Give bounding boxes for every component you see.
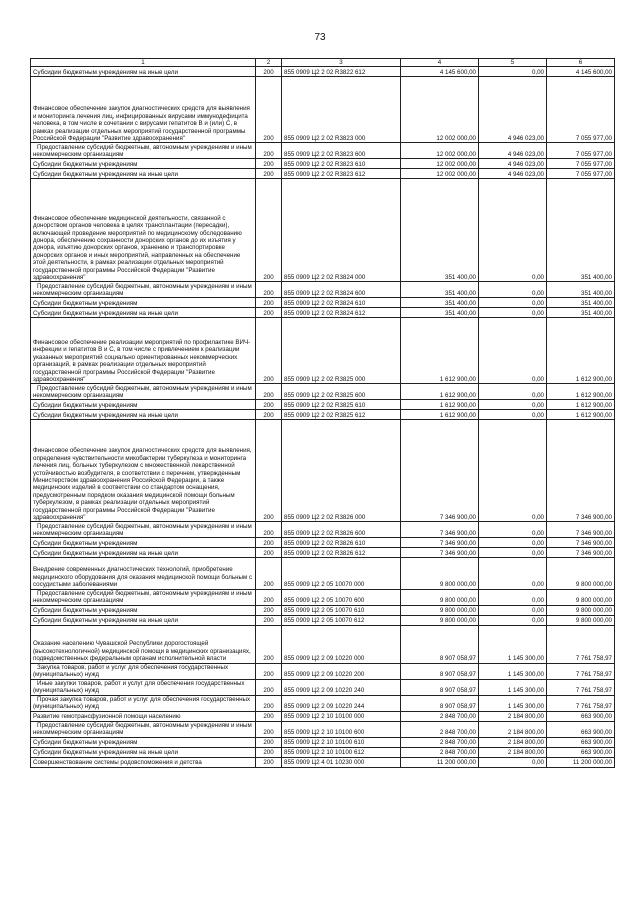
row-total-cell: 9 800 000,00 [547,615,615,625]
row-amount-cell: 351 400,00 [401,282,479,298]
row-name-cell: Субсидии бюджетным учреждениям [31,159,256,169]
row-amount-cell: 9 800 000,00 [401,605,479,615]
row-amount-cell: 1 612 900,00 [401,400,479,410]
row-total-cell: 1 612 900,00 [547,400,615,410]
row-change-cell: 0,00 [479,318,547,384]
row-code-cell: 200 [256,695,282,711]
row-total-cell: 9 800 000,00 [547,605,615,615]
row-name-cell: Предоставление субсидий бюджетным, автономным учреждениям и иным некоммерческим организациям [31,589,256,605]
row-name-cell: Субсидии бюджетным учреждениям на иные цели [31,747,256,757]
row-name-cell: Финансовое обеспечение реализации мероприятий по профилактике ВИЧ-инфекции и гепатитов B и C, в том числе с привлечением к реализации указанных мероприятий социально ориентированных некоммерческих организаций, в рамках реализации отдельных мероприятий государственной программы Российской Федерации "Развитие здравоохранения" [31,318,256,384]
table-header-row [31,59,615,67]
row-code-cell: 200 [256,538,282,548]
row-code-cell: 200 [256,589,282,605]
row-classification-code-cell: 855 0909 Ц2 2 02 R3826 600 [282,522,401,538]
row-total-cell: 7 346 900,00 [547,538,615,548]
table-row [31,67,615,77]
row-amount-cell: 7 346 900,00 [401,522,479,538]
row-code-cell: 200 [256,711,282,721]
table-row [31,308,615,318]
table-row [31,757,615,767]
table-row [31,143,615,159]
row-amount-cell: 351 400,00 [401,308,479,318]
row-total-cell: 7 346 900,00 [547,420,615,522]
page-number: 73 [314,32,326,43]
row-total-cell: 7 055 977,00 [547,77,615,143]
row-change-cell: 0,00 [479,538,547,548]
row-total-cell: 351 400,00 [547,308,615,318]
row-code-cell: 200 [256,282,282,298]
row-amount-cell: 12 002 000,00 [401,159,479,169]
row-total-cell: 1 612 900,00 [547,384,615,400]
row-change-cell: 0,00 [479,589,547,605]
row-name-cell: Финансовое обеспечение медицинской деятельности, связанной с донорством органов человека в целях трансплантации (пересадки), включающей проведение мероприятий по медицинскому обследованию донора, обеспечению сохранности донорских органов до их изъятия у донора, изъятию донорских органов, хранению и транспортировке донорских органов и иных мероприятий, направленных на обеспечение этой деятельности, в рамках реализации отдельных мероприятий государственной программы Российской Федерации "Развитие здравоохранения" [31,179,256,282]
row-name-cell: Субсидии бюджетным учреждениям [31,605,256,615]
row-name-cell: Финансовое обеспечение закупок диагностических средств для выявления, определения чувствительности микобактерии туберкулеза и мониторинга лечения лиц, больных туберкулезом с множественной лекарственной устойчивостью возбудителя, в соответствии с перечнем, утвержденным Министерством здравоохранения Российской Федерации, а также медицинских изделий в соответствии со стандартом оснащения, предусмотренным порядком оказания медицинской помощи больным туберкулезом, в рамках реализации отдельных мероприятий государственной программы Российской Федерации "Развитие здравоохранения" [31,420,256,522]
row-change-cell: 4 946 023,00 [479,77,547,143]
row-code-cell: 200 [256,67,282,77]
row-classification-code-cell: 855 0909 Ц2 2 10 10100 600 [282,721,401,737]
row-amount-cell: 8 907 058,97 [401,663,479,679]
row-classification-code-cell: 855 0909 Ц2 2 10 10100 612 [282,747,401,757]
column-header: 3 [282,59,401,67]
table-row [31,384,615,400]
row-total-cell: 4 145 600,00 [547,67,615,77]
row-code-cell: 200 [256,663,282,679]
row-total-cell: 7 761 758,97 [547,679,615,695]
row-classification-code-cell: 855 0909 Ц2 2 02 R3825 610 [282,400,401,410]
table-row [31,663,615,679]
row-code-cell: 200 [256,522,282,538]
row-amount-cell: 1 612 900,00 [401,318,479,384]
row-classification-code-cell: 855 0909 Ц2 2 02 R3825 600 [282,384,401,400]
row-change-cell: 0,00 [479,420,547,522]
column-header: 4 [401,59,479,67]
row-total-cell: 351 400,00 [547,179,615,282]
row-classification-code-cell: 855 0909 Ц2 2 05 10070 612 [282,615,401,625]
row-amount-cell: 9 800 000,00 [401,558,479,589]
row-total-cell: 351 400,00 [547,298,615,308]
row-classification-code-cell: 855 0909 Ц2 2 09 10220 244 [282,695,401,711]
row-classification-code-cell: 855 0909 Ц2 2 10 10100 000 [282,711,401,721]
row-name-cell: Совершенствование системы родовспоможения и детства [31,757,256,767]
row-name-cell: Прочая закупка товаров, работ и услуг для обеспечения государственных (муниципальных) нужд [31,695,256,711]
table-row [31,711,615,721]
table-row [31,282,615,298]
row-change-cell: 0,00 [479,298,547,308]
row-amount-cell: 8 907 058,97 [401,695,479,711]
table-row [31,298,615,308]
row-classification-code-cell: 855 0909 Ц2 2 02 R3825 000 [282,318,401,384]
row-total-cell: 351 400,00 [547,282,615,298]
row-classification-code-cell: 855 0909 Ц2 2 05 10070 600 [282,589,401,605]
table-row [31,169,615,179]
row-classification-code-cell: 855 0909 Ц2 2 02 R3824 600 [282,282,401,298]
row-code-cell: 200 [256,737,282,747]
row-classification-code-cell: 855 0909 Ц2 2 02 R3822 612 [282,67,401,77]
row-total-cell: 663 900,00 [547,747,615,757]
row-name-cell: Предоставление субсидий бюджетным, автономным учреждениям и иным некоммерческим организациям [31,384,256,400]
row-amount-cell: 8 907 058,97 [401,625,479,663]
row-change-cell: 0,00 [479,605,547,615]
row-total-cell: 7 055 977,00 [547,159,615,169]
row-total-cell: 663 900,00 [547,721,615,737]
row-classification-code-cell: 855 0909 Ц2 2 02 R3823 600 [282,143,401,159]
row-code-cell: 200 [256,548,282,558]
row-change-cell: 0,00 [479,757,547,767]
row-code-cell: 200 [256,143,282,159]
row-code-cell: 200 [256,308,282,318]
row-change-cell: 2 184 800,00 [479,747,547,757]
row-name-cell: Предоставление субсидий бюджетным, автономным учреждениям и иным некоммерческим организациям [31,522,256,538]
table-row [31,679,615,695]
row-code-cell: 200 [256,298,282,308]
row-classification-code-cell: 855 0909 Ц2 2 02 R3826 612 [282,548,401,558]
row-amount-cell: 1 612 900,00 [401,410,479,420]
row-amount-cell: 2 848 700,00 [401,747,479,757]
row-code-cell: 200 [256,558,282,589]
row-name-cell: Субсидии бюджетным учреждениям на иные цели [31,169,256,179]
table-row [31,548,615,558]
row-amount-cell: 2 848 700,00 [401,721,479,737]
row-classification-code-cell: 855 0909 Ц2 4 01 10230 000 [282,757,401,767]
row-total-cell: 1 612 900,00 [547,410,615,420]
row-name-cell: Субсидии бюджетным учреждениям [31,538,256,548]
table-row [31,77,615,143]
row-name-cell: Закупка товаров, работ и услуг для обеспечения государственных (муниципальных) нужд [31,663,256,679]
row-change-cell: 0,00 [479,308,547,318]
row-amount-cell: 9 800 000,00 [401,589,479,605]
row-change-cell: 4 946 023,00 [479,169,547,179]
row-name-cell: Субсидии бюджетным учреждениям на иные цели [31,308,256,318]
row-name-cell: Предоставление субсидий бюджетным, автономным учреждениям и иным некоммерческим организациям [31,143,256,159]
row-amount-cell: 7 346 900,00 [401,548,479,558]
table-row [31,605,615,615]
row-name-cell: Развитие гемотрансфузионной помощи населению [31,711,256,721]
row-change-cell: 1 145 300,00 [479,663,547,679]
row-name-cell: Внедрение современных диагностических технологий, приобретение медицинского оборудования для оказания медицинской помощи больным с сосудистыми заболеваниями [31,558,256,589]
row-change-cell: 0,00 [479,179,547,282]
row-amount-cell: 11 200 000,00 [401,757,479,767]
row-total-cell: 7 055 977,00 [547,143,615,159]
row-name-cell: Субсидии бюджетным учреждениям на иные цели [31,410,256,420]
row-amount-cell: 9 800 000,00 [401,615,479,625]
row-amount-cell: 12 002 000,00 [401,143,479,159]
column-header: 6 [547,59,615,67]
table-row [31,522,615,538]
table-row [31,538,615,548]
table-row [31,589,615,605]
row-classification-code-cell: 855 0909 Ц2 2 02 R3826 000 [282,420,401,522]
row-code-cell: 200 [256,747,282,757]
column-header: 5 [479,59,547,67]
row-amount-cell: 2 848 700,00 [401,737,479,747]
row-classification-code-cell: 855 0909 Ц2 2 10 10100 610 [282,737,401,747]
table-row [31,420,615,522]
row-change-cell: 1 145 300,00 [479,695,547,711]
column-header: 2 [256,59,282,67]
table-row [31,400,615,410]
row-classification-code-cell: 855 0909 Ц2 2 05 10070 000 [282,558,401,589]
row-code-cell: 200 [256,179,282,282]
table-body [31,67,615,767]
row-name-cell: Субсидии бюджетным учреждениям [31,298,256,308]
row-code-cell: 200 [256,615,282,625]
table-row [31,695,615,711]
row-classification-code-cell: 855 0909 Ц2 2 02 R3824 610 [282,298,401,308]
row-total-cell: 7 761 758,97 [547,625,615,663]
row-amount-cell: 351 400,00 [401,298,479,308]
table-row [31,625,615,663]
row-total-cell: 7 761 758,97 [547,695,615,711]
row-name-cell: Предоставление субсидий бюджетным, автономным учреждениям и иным некоммерческим организациям [31,282,256,298]
row-change-cell: 0,00 [479,67,547,77]
row-code-cell: 200 [256,384,282,400]
row-name-cell: Оказание населению Чувашской Республики дорогостоящей (высокотехнологичной) медицинской помощи в медицинских организациях, подведомственных федеральным органам исполнительной власти [31,625,256,663]
row-classification-code-cell: 855 0909 Ц2 2 02 R3823 000 [282,77,401,143]
table-row [31,558,615,589]
row-amount-cell: 12 002 000,00 [401,77,479,143]
row-total-cell: 9 800 000,00 [547,558,615,589]
row-code-cell: 200 [256,679,282,695]
row-change-cell: 4 946 023,00 [479,143,547,159]
row-classification-code-cell: 855 0909 Ц2 2 02 R3824 612 [282,308,401,318]
row-total-cell: 7 761 758,97 [547,663,615,679]
row-code-cell: 200 [256,721,282,737]
row-total-cell: 7 346 900,00 [547,522,615,538]
row-change-cell: 0,00 [479,548,547,558]
row-total-cell: 1 612 900,00 [547,318,615,384]
row-change-cell: 0,00 [479,410,547,420]
row-classification-code-cell: 855 0909 Ц2 2 02 R3823 610 [282,159,401,169]
row-total-cell: 11 200 000,00 [547,757,615,767]
row-classification-code-cell: 855 0909 Ц2 2 02 R3825 612 [282,410,401,420]
row-code-cell: 200 [256,420,282,522]
table-row [31,721,615,737]
row-code-cell: 200 [256,318,282,384]
row-code-cell: 200 [256,605,282,615]
row-total-cell: 9 800 000,00 [547,589,615,605]
row-name-cell: Субсидии бюджетным учреждениям [31,737,256,747]
row-classification-code-cell: 855 0909 Ц2 2 09 10220 200 [282,663,401,679]
row-name-cell: Субсидии бюджетным учреждениям [31,400,256,410]
row-change-cell: 1 145 300,00 [479,679,547,695]
row-code-cell: 200 [256,625,282,663]
table-row [31,318,615,384]
row-classification-code-cell: 855 0909 Ц2 2 09 10220 240 [282,679,401,695]
row-change-cell: 2 184 800,00 [479,737,547,747]
row-code-cell: 200 [256,169,282,179]
row-classification-code-cell: 855 0909 Ц2 2 02 R3826 610 [282,538,401,548]
row-code-cell: 200 [256,757,282,767]
table-row [31,159,615,169]
row-amount-cell: 2 848 700,00 [401,711,479,721]
table-row [31,747,615,757]
row-code-cell: 200 [256,410,282,420]
row-classification-code-cell: 855 0909 Ц2 2 02 R3824 000 [282,179,401,282]
row-name-cell: Иные закупки товаров, работ и услуг для обеспечения государственных (муниципальных) нужд [31,679,256,695]
row-change-cell: 1 145 300,00 [479,625,547,663]
row-name-cell: Предоставление субсидий бюджетным, автономным учреждениям и иным некоммерческим организациям [31,721,256,737]
row-code-cell: 200 [256,77,282,143]
row-name-cell: Субсидии бюджетным учреждениям на иные цели [31,548,256,558]
row-change-cell: 2 184 800,00 [479,711,547,721]
row-amount-cell: 7 346 900,00 [401,538,479,548]
row-change-cell: 2 184 800,00 [479,721,547,737]
row-amount-cell: 1 612 900,00 [401,384,479,400]
row-name-cell: Финансовое обеспечение закупок диагностических средств для выявления и мониторинга лечения лиц, инфицированных вирусами иммунодефицита человека, в том числе в сочетании с вирусами гепатитов B и (или) C, в рамках реализации отдельных мероприятий государственной программы Российской Федерации "Развитие здравоохранения" [31,77,256,143]
table-row [31,737,615,747]
row-total-cell: 7 346 900,00 [547,548,615,558]
row-total-cell: 7 055 977,00 [547,169,615,179]
column-header: 1 [31,59,256,67]
row-code-cell: 200 [256,159,282,169]
row-change-cell: 0,00 [479,615,547,625]
row-total-cell: 663 900,00 [547,737,615,747]
row-amount-cell: 7 346 900,00 [401,420,479,522]
row-amount-cell: 12 002 000,00 [401,169,479,179]
row-change-cell: 0,00 [479,384,547,400]
row-amount-cell: 351 400,00 [401,179,479,282]
table-row [31,410,615,420]
row-classification-code-cell: 855 0909 Ц2 2 02 R3823 612 [282,169,401,179]
table-row [31,615,615,625]
table-row [31,179,615,282]
row-change-cell: 4 946 023,00 [479,159,547,169]
budget-table [30,58,615,768]
row-change-cell: 0,00 [479,522,547,538]
row-change-cell: 0,00 [479,400,547,410]
row-change-cell: 0,00 [479,282,547,298]
row-amount-cell: 4 145 600,00 [401,67,479,77]
row-amount-cell: 8 907 058,97 [401,679,479,695]
row-classification-code-cell: 855 0909 Ц2 2 05 10070 610 [282,605,401,615]
row-code-cell: 200 [256,400,282,410]
row-total-cell: 663 900,00 [547,711,615,721]
row-classification-code-cell: 855 0909 Ц2 2 09 10220 000 [282,625,401,663]
row-name-cell: Субсидии бюджетным учреждениям на иные цели [31,615,256,625]
row-name-cell: Субсидии бюджетным учреждениям на иные цели [31,67,256,77]
row-change-cell: 0,00 [479,558,547,589]
